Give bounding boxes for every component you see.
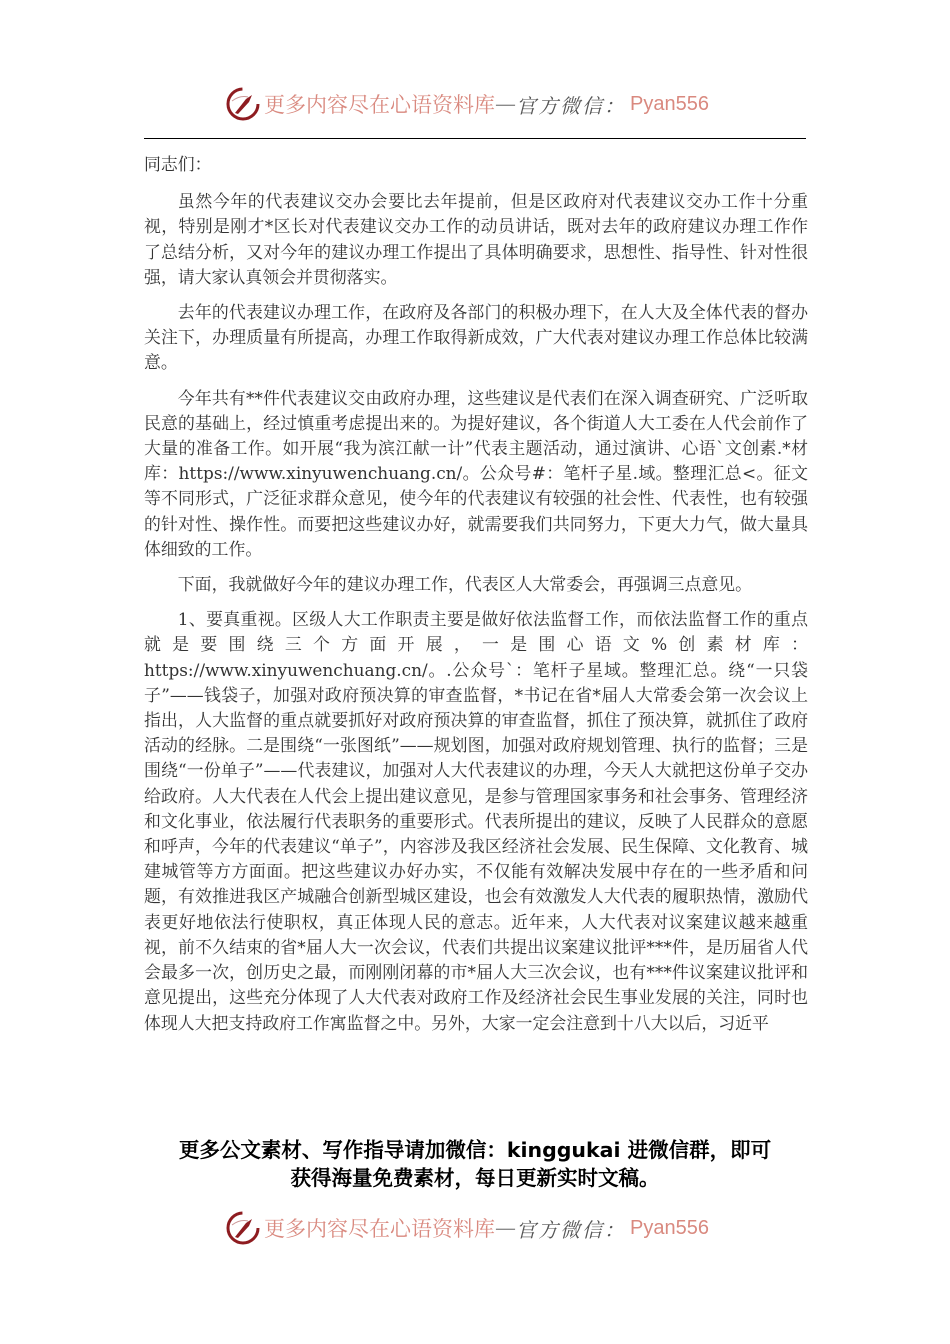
banner-wechat-label: 官方微信： <box>516 1217 626 1242</box>
header-divider <box>144 138 806 139</box>
promo-notice <box>140 1136 810 1192</box>
banner-wechat-id: Pyan556 <box>630 92 709 115</box>
banner-dash: — <box>495 92 516 116</box>
paragraph-5: 1、要真重视。区级人大工作职责主要是做好依法监督工作，而依法监督工作的重点就是要围绕三个方面开展，一是围心语文%创素材库：https://www.xinyuwenchuang.cn/。.公众号`：笔杆子星域。整理汇总。绕“一只袋子”——钱袋子，加强对政府预决算的审查监督，*书记在省*届人大常委会第一次会议上指出，人大监督的重点就要抓好对政府预决算的审查监督，抓住了预决算，就抓住了政府活动的经脉。二是围绕“一张图纸”——规划图，加强对政府规划管理、执行的监督；三是围绕“一份单子”——代表建议，加强对人大代表建议的办理，今天人大就把这份单子交办给政府。人大代表在人代会上提出建议意见，是参与管理国家事务和社会事务、管理经济和文化事业，依法履行代表职务的重要形式。代表所提出的建议，反映了人民群众的意愿和呼声，今年的代表建议“单子”，内容涉及我区经济社会发展、民生保障、文化教育、城建城管等方方面面。把这些建议办好办实，不仅能有效解决发展中存在的一些矛盾和问题，有效推进我区产城融合创新型城区建设，也会有效激发人大代表的履职热情，激励代表更好地依法行使职权，真正体现人民的意志。近年来，人大代表对议案建议越来越重视，前不久结束的省*届人大一次会议，代表们共提出议案建议批评***件，是历届省人代会最多一次，创历史之最，而刚刚闭幕的市*届人大三次会议，也有***件议案建议批评和意见提出，这些充分体现了人大代表对政府工作及经济社会民生事业发展的关注，同时也体现人大把支持政府工作寓监督之中。另外，大家一定会注意到十八大以后，习近平 <box>144 609 808 1033</box>
paragraph-3: 今年共有**件代表建议交由政府办理，这些建议是代表们在深入调查研究、广泛听取民意的基础上，经过慎重考虑提出来的。为提好建议，各个街道人大工委在人代会前作了大量的准备工作。如开展“我为滨江献一计”代表主题活动，通过演讲、心语`文创素.*材库：https://www.xinyuwenchuang.cn/。公众号#：笔杆子星.域。整理汇总<。征文等不同形式，广泛征求群众意见，使今年的代表建议有较强的社会性、代表性，也有较强的针对性、操作性。而要把这些建议办好，就需要我们共同努力，下更大力气，做大量具体细致的工作。 <box>144 387 808 559</box>
header-banner <box>226 84 726 124</box>
banner-wechat-label: 官方微信： <box>516 93 626 118</box>
quill-pen-logo-icon <box>226 1211 260 1245</box>
banner-dash: — <box>495 1216 516 1240</box>
banner-title: 更多内容尽在心语资料库 <box>264 1217 495 1241</box>
quill-pen-logo-icon <box>226 87 260 121</box>
salutation: 同志们： <box>144 154 212 174</box>
banner-wechat-id: Pyan556 <box>630 1216 709 1239</box>
banner-title: 更多内容尽在心语资料库 <box>264 93 495 117</box>
footer-banner <box>226 1208 726 1248</box>
paragraph-4: 下面，我就做好今年的建议办理工作，代表区人大常委会，再强调三点意见。 <box>177 574 753 595</box>
paragraph-2: 去年的代表建议办理工作，在政府及各部门的积极办理下，在人大及全体代表的督办关注下，办理质量有所提高，办理工作取得新成效，广大代表对建议办理工作总体比较满意。 <box>144 302 808 373</box>
promo-line-2: 获得海量免费素材，每日更新实时文稿。 <box>290 1166 660 1190</box>
document-body <box>144 152 808 1036</box>
paragraph-1: 虽然今年的代表建议交办会要比去年提前，但是区政府对代表建议交办工作十分重视，特别是刚才*区长对代表建议交办工作的动员讲话，既对去年的政府建议办理工作作了总结分析，又对今年的建议办理工作提出了具体明确要求，思想性、指导性、针对性很强，请大家认真领会并贯彻落实。 <box>144 191 808 287</box>
promo-line-1: 更多公文素材、写作指导请加微信：kinggukai 进微信群，即可 <box>178 1138 772 1162</box>
